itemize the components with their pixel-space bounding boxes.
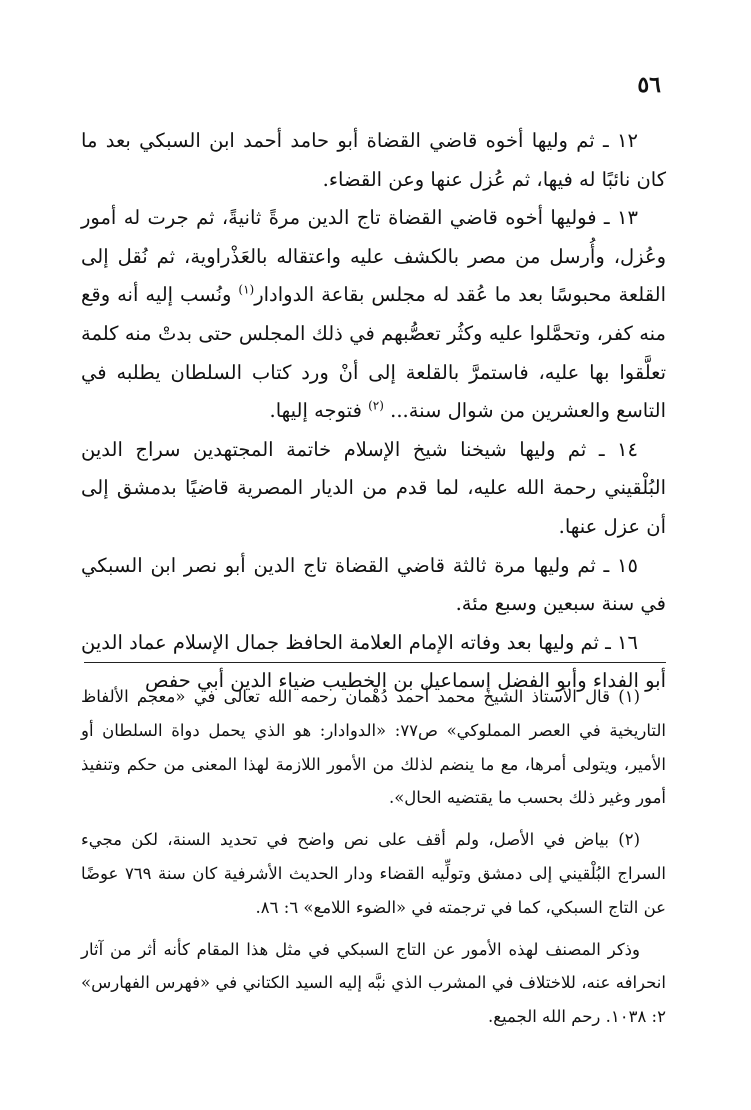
footnote-1: (١) قال الأستاذ الشيخ محمد أحمد دُهْمان رحمه الله تعالى في «معجم الألفاظ التاريخية في العصر المملوكي» ص٧٧: «الدوادار: هو الذي يحمل دواة السلطان أو الأمير، ويتولى أمرها، مع ما ينضم لذلك من الأمور اللازمة لهذا المعنى من حكم وتنفيذ أمور وغير ذلك بحسب ما يقتضيه الحال». (81, 687, 666, 808)
paragraph-13-part-1: ١٣ ـ فوليها أخوه قاضي القضاة تاج الدين مرةً ثانيةً، ثم جرت له أمور وعُزل، وأُرسل من مصر بالكشف عليه واعتقاله بالعَذْراوية، ثم نُقل إلى القلعة محبوسًا بعد ما عُقد له مجلس بقاعة الدوادار (81, 206, 666, 307)
paragraph-13-part-3: وقع منه كفر، وتحمَّلوا عليه وكثُر تعصُّبهم في ذلك المجلس حتى بدتْ منه كلمة تعلَّقوا بها عليه، فاستمرَّ بالقلعة إلى أنْ ورد كتاب السلطان يطلبه في التاسع والعشرين من شوال سنة... (81, 283, 666, 423)
paragraph-16: ١٦ ـ ثم وليها بعد وفاته الإمام العلامة الحافظ جمال الإسلام عماد الدين أبو الفداء وأبو الفضل إسماعيل بن الخطيب ضياء الدين أبي حفص (81, 630, 666, 693)
page-number: ٥٦ (637, 72, 661, 98)
paragraph-13 (81, 199, 666, 431)
paragraph-15: ١٥ ـ ثم وليها مرة ثالثة قاضي القضاة تاج الدين أبو نصر ابن السبكي في سنة سبعين وسبع مئة. (81, 553, 666, 616)
footnotes (81, 680, 666, 1042)
paragraph-13-part-4: فتوجه إليها. (269, 399, 362, 423)
footnote-2-continued: وذكر المصنف لهذه الأمور عن التاج السبكي في مثل هذا المقام كأنه أثر من آثار انحرافه عنه، للاختلاف في المشرب الذي نبَّه إليه السيد الكتاني في «فهرس الفهارس» ٢: ١٠٣٨. رحم الله الجميع. (81, 939, 666, 1027)
paragraph-12: ١٢ ـ ثم وليها أخوه قاضي القضاة أبو حامد أحمد ابن السبكي بعد ما كان نائبًا له فيها، ثم عُزل عنها وعن القضاء. (81, 129, 666, 191)
paragraph-13-part-2: ونُسب إليه أنه (117, 283, 232, 307)
footnote-marker-2: (٢) (368, 398, 384, 413)
footnote-divider (84, 662, 666, 663)
main-text (81, 122, 666, 701)
footnote-marker-1: (١) (238, 282, 255, 297)
footnote-2: (٢) بياض في الأصل، ولم أقف على نص واضح في تحديد السنة، لكن مجيء السراج البُلْقيني إلى دمشق وتولِّيه القضاء ودار الحديث الأشرفية كان سنة ٧٦٩ عوضًا عن التاج السبكي، كما في ترجمته في «الضوء اللامع» ٦: ٨٦. (81, 830, 666, 917)
paragraph-14: ١٤ ـ ثم وليها شيخنا شيخ الإسلام خاتمة المجتهدين سراج الدين البُلْقيني رحمة الله عليه، لما قدم من الديار المصرية قاضيًا بدمشق إلى أن عزل عنها. (81, 437, 666, 538)
